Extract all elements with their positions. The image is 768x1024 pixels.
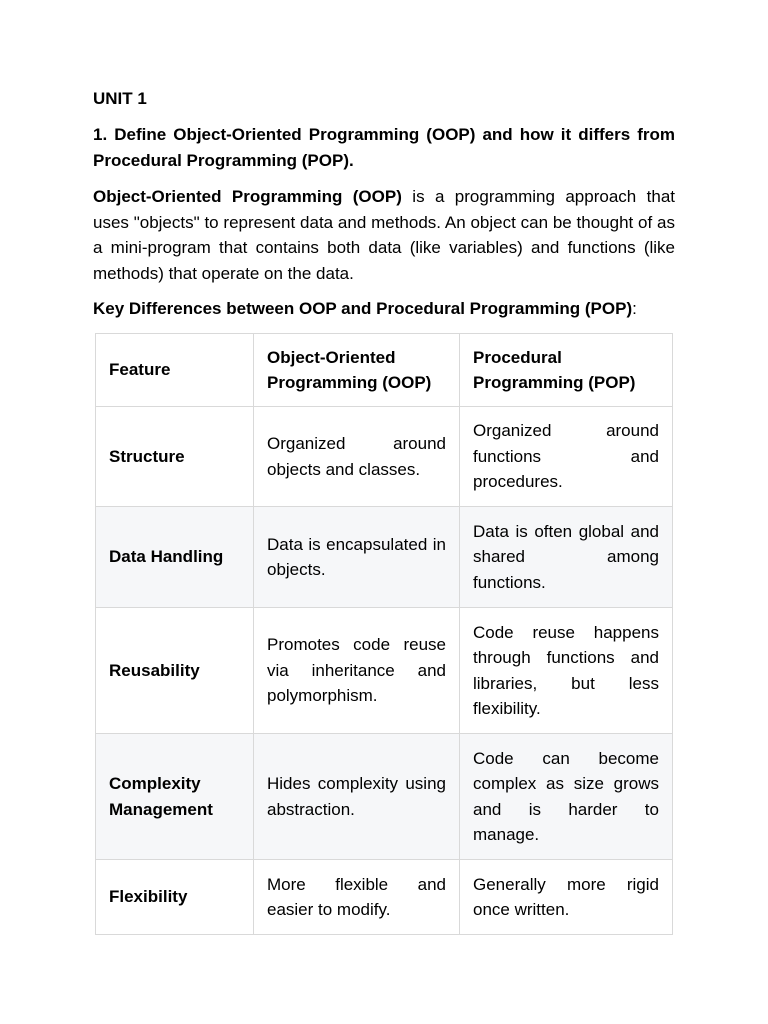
- row-pop: Organized around functions and procedures.: [460, 407, 673, 507]
- row-pop: Data is often global and shared among functions.: [460, 507, 673, 608]
- table-row: [96, 734, 673, 860]
- table-row: [96, 608, 673, 734]
- table-row: [96, 407, 673, 507]
- table-row: [96, 860, 673, 935]
- row-feature: Structure: [96, 407, 254, 507]
- header-pop: Procedural Programming (POP): [460, 334, 673, 407]
- question-heading: 1. Define Object-Oriented Programming (OOP) and how it differs from Procedural Programming (POP).: [93, 125, 675, 170]
- definition-term: Object-Oriented Programming (OOP): [93, 187, 402, 206]
- row-oop: Organized around objects and classes.: [254, 407, 460, 507]
- unit-title: UNIT 1: [93, 89, 147, 108]
- differences-heading: [93, 296, 675, 322]
- row-feature: Reusability: [96, 608, 254, 734]
- header-oop: Object-Oriented Programming (OOP): [254, 334, 460, 407]
- table-header-row: [96, 334, 673, 407]
- header-feature: Feature: [96, 334, 254, 407]
- row-oop: Hides complexity using abstraction.: [254, 734, 460, 860]
- row-feature: Flexibility: [96, 860, 254, 935]
- differences-heading-bold: Key Differences between OOP and Procedural Programming (POP): [93, 299, 633, 318]
- row-feature: Data Handling: [96, 507, 254, 608]
- row-oop: Promotes code reuse via inheritance and polymorphism.: [254, 608, 460, 734]
- row-feature: Complexity Management: [96, 734, 254, 860]
- row-pop: Code can become complex as size grows and is harder to manage.: [460, 734, 673, 860]
- row-oop: Data is encapsulated in objects.: [254, 507, 460, 608]
- comparison-table: [95, 333, 673, 935]
- table-row: [96, 507, 673, 608]
- page-content: [93, 86, 675, 919]
- differences-heading-suffix: :: [632, 299, 637, 318]
- row-oop: More flexible and easier to modify.: [254, 860, 460, 935]
- row-pop: Code reuse happens through functions and libraries, but less flexibility.: [460, 608, 673, 734]
- definition-paragraph: [93, 184, 675, 286]
- definition-text: is a programming approach that uses "objects" to represent data and methods. An object can be thought of as a mini-program that contains both data (like variables) and functions (like methods) that operate on the data.: [93, 187, 675, 283]
- row-pop: Generally more rigid once written.: [460, 860, 673, 935]
